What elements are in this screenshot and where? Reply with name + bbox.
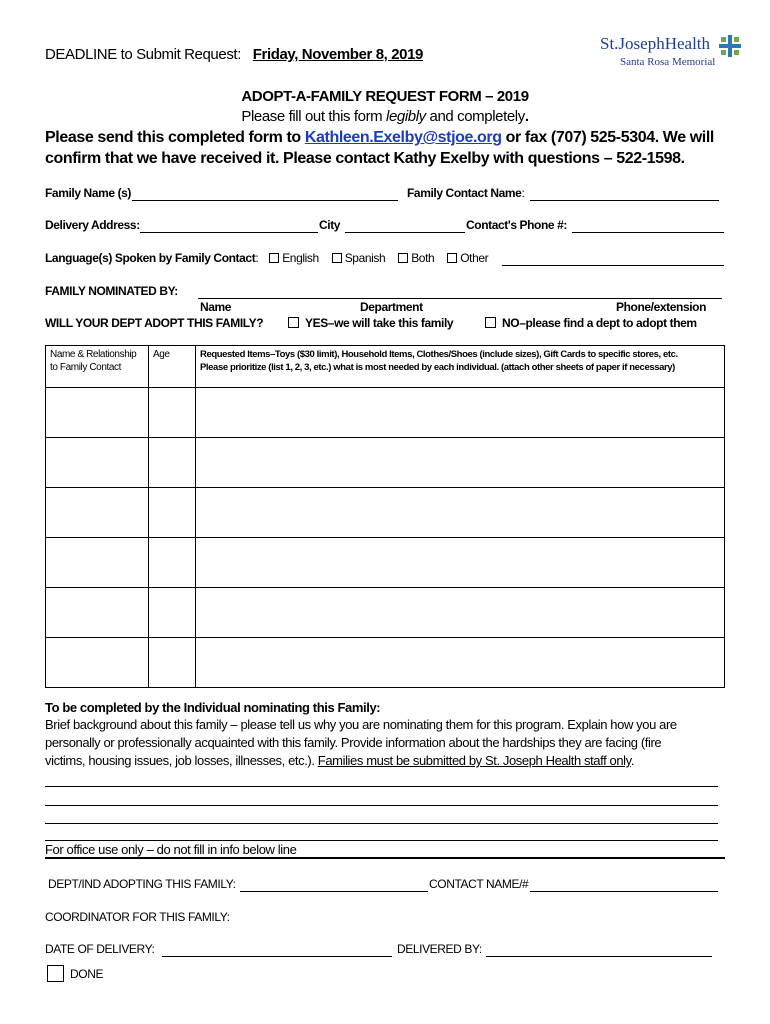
- fill-instruction: Please fill out this form legibly and completely.: [241, 108, 529, 125]
- other-checkbox[interactable]: [447, 253, 457, 263]
- logo-name: St.JosephHealth: [600, 34, 711, 53]
- office-use-note: For office use only – do not fill in info below line: [45, 842, 297, 857]
- col-name: Name: [200, 300, 232, 314]
- dept-adopting-label: DEPT/IND ADOPTING THIS FAMILY:: [48, 877, 236, 891]
- family-name-label: Family Name (s): [45, 186, 132, 200]
- phone-field[interactable]: [572, 232, 724, 233]
- done-label: DONE: [70, 967, 104, 981]
- nominated-by-label: FAMILY NOMINATED BY:: [45, 284, 178, 298]
- deadline: [45, 46, 423, 63]
- language-row: Language(s) Spoken by Family Contact: English Spanish Both Other: [45, 251, 489, 265]
- language-label: Language(s) Spoken by Family Contact: [45, 251, 256, 265]
- delivered-by-label: DELIVERED BY:: [397, 942, 482, 956]
- contact-name-field[interactable]: [530, 891, 718, 892]
- header-name: Name & Relationship to Family Contact: [46, 346, 149, 388]
- both-checkbox[interactable]: [398, 253, 408, 263]
- background-line[interactable]: [45, 840, 718, 841]
- col-department: Department: [360, 300, 423, 314]
- table-row[interactable]: [46, 438, 725, 488]
- table-row[interactable]: [46, 588, 725, 638]
- coordinator-label: COORDINATOR FOR THIS FAMILY:: [45, 910, 230, 924]
- deadline-label: DEADLINE to Submit Request:: [45, 46, 241, 63]
- office-divider: [45, 857, 725, 859]
- send-instruction: Please send this completed form to Kathleen.Exelby@stjoe.org or fax (707) 525-5304. We will: [45, 129, 714, 146]
- background-line[interactable]: [45, 786, 718, 787]
- background-line[interactable]: [45, 805, 718, 806]
- table-row[interactable]: [46, 538, 725, 588]
- city-label: City: [319, 218, 341, 232]
- delivery-address-label: Delivery Address:: [45, 218, 140, 232]
- done-checkbox[interactable]: [47, 965, 64, 982]
- nominator-line-2: personally or professionally acquainted with this family. Provide information about the hardships they are facing (fire: [45, 735, 662, 750]
- deadline-date: Friday, November 8, 2019: [252, 46, 423, 63]
- date-delivery-label: DATE OF DELIVERY:: [45, 942, 155, 956]
- header-items: Requested Items–Toys ($30 limit), Household Items, Clothes/Shoes (include sizes), Gift Cards to specific stores, etc. Please prioritize (list 1, 2, 3, etc.) what is most needed by each individual. (attach other sheets of paper if necessary): [196, 346, 725, 388]
- nominator-heading: To be completed by the Individual nominating this Family:: [45, 700, 381, 715]
- city-field[interactable]: [345, 232, 465, 233]
- english-checkbox[interactable]: [269, 253, 279, 263]
- delivery-address-field[interactable]: [140, 232, 318, 233]
- adopt-yes-option[interactable]: YES–we will take this family: [286, 316, 453, 330]
- spanish-checkbox[interactable]: [332, 253, 342, 263]
- dept-adopting-field[interactable]: [240, 891, 428, 892]
- form-title: ADOPT-A-FAMILY REQUEST FORM – 2019: [241, 88, 529, 105]
- adopt-no-option[interactable]: NO–please find a dept to adopt them: [483, 316, 697, 330]
- email-link[interactable]: Kathleen.Exelby@stjoe.org: [304, 129, 502, 146]
- nominated-by-field[interactable]: [198, 298, 722, 299]
- family-contact-field[interactable]: [530, 200, 719, 201]
- header-age: Age: [149, 346, 196, 388]
- date-delivery-field[interactable]: [162, 956, 392, 957]
- adopt-yes-checkbox[interactable]: [288, 317, 299, 328]
- family-members-table: [45, 345, 725, 688]
- table-row[interactable]: [46, 388, 725, 438]
- other-language-field[interactable]: [502, 265, 724, 266]
- phone-label: Contact's Phone #:: [466, 218, 567, 232]
- table-header-row: [46, 346, 725, 388]
- col-phone: Phone/extension: [616, 300, 707, 314]
- table-row[interactable]: [46, 638, 725, 688]
- delivered-by-field[interactable]: [486, 956, 712, 957]
- adopt-no-checkbox[interactable]: [485, 317, 496, 328]
- logo-subtitle: Santa Rosa Memorial: [620, 56, 716, 68]
- family-contact-label: Family Contact Name:: [407, 186, 525, 200]
- adopt-question: WILL YOUR DEPT ADOPT THIS FAMILY?: [45, 316, 264, 330]
- cross-logo-icon: [718, 34, 742, 58]
- nominator-line-3: victims, housing issues, job losses, illnesses, etc.). Families must be submitted by St. Joseph Health staff only.: [45, 753, 635, 768]
- confirm-instruction: confirm that we have received it. Please contact Kathy Exelby with questions – 522-1598.: [45, 150, 685, 167]
- family-name-field[interactable]: [132, 200, 398, 201]
- contact-name-label: CONTACT NAME/#: [429, 877, 529, 891]
- background-line[interactable]: [45, 823, 718, 824]
- table-row[interactable]: [46, 488, 725, 538]
- logo: [600, 34, 745, 70]
- nominator-line-1: Brief background about this family – please tell us why you are nominating them for this program. Explain how you are: [45, 717, 677, 732]
